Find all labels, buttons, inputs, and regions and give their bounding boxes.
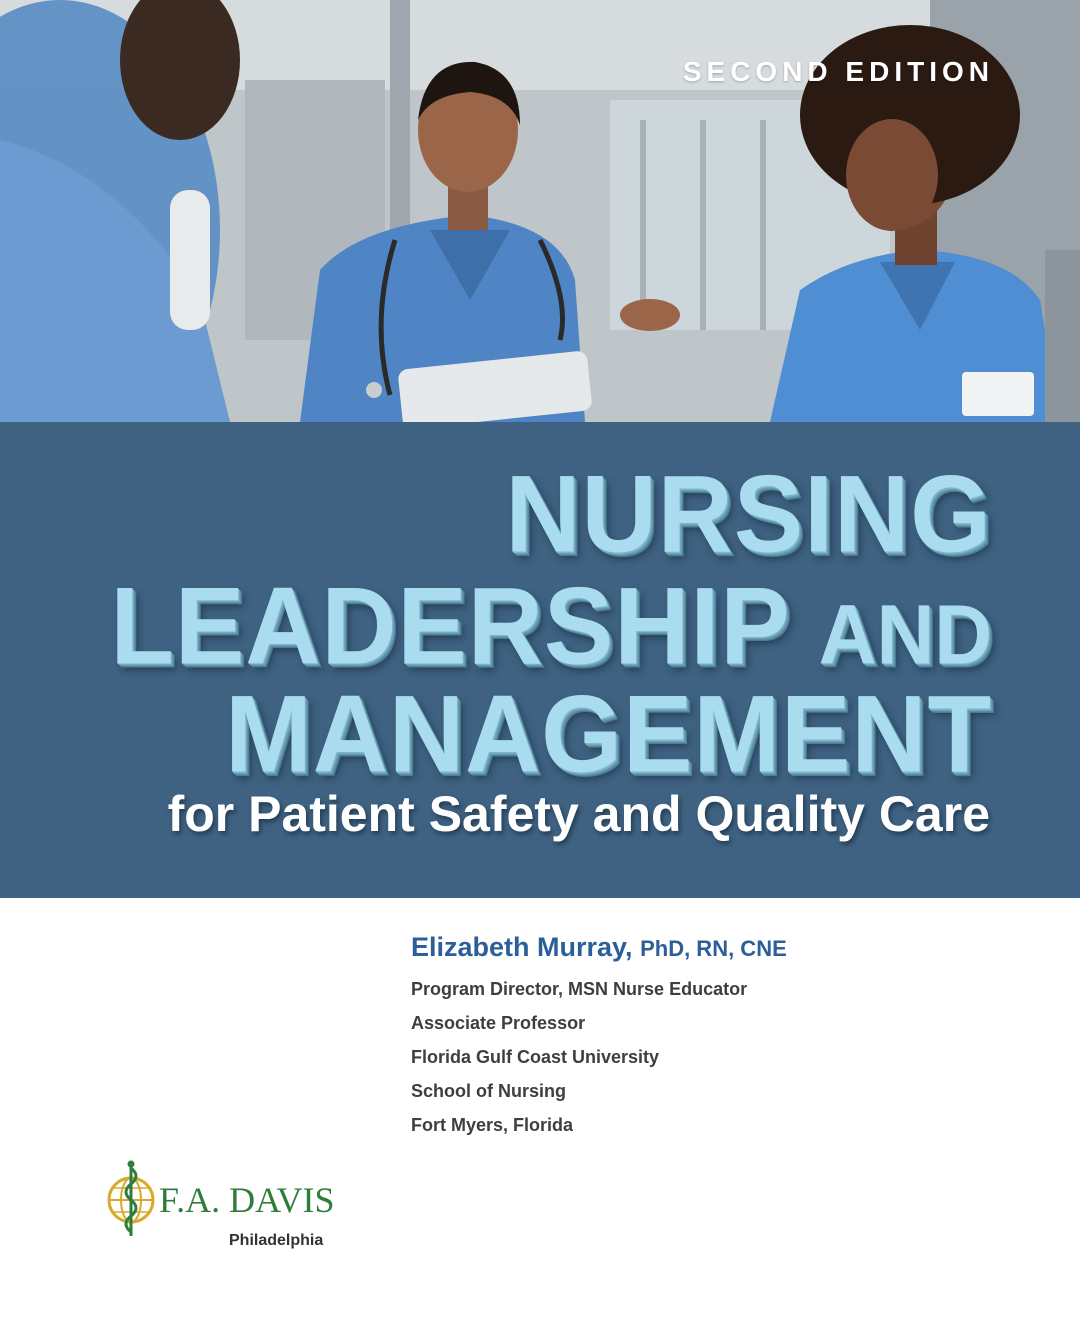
cover-photo xyxy=(0,0,1080,422)
affiliation-line: Florida Gulf Coast University xyxy=(411,1047,660,1067)
author-credentials: PhD, RN, CNE xyxy=(640,936,787,961)
publisher-logo xyxy=(105,1158,345,1254)
author-block xyxy=(411,930,787,1142)
author-name-text: Elizabeth Murray, xyxy=(411,932,633,962)
title-word-leadership: LEADERSHIP xyxy=(110,565,789,688)
affiliation-line: School of Nursing xyxy=(411,1081,566,1101)
author-name xyxy=(411,930,787,966)
title-line-3: MANAGEMENT xyxy=(225,674,992,796)
author-affiliations xyxy=(411,972,787,1142)
affiliation-line: Associate Professor xyxy=(411,1013,586,1033)
title-band xyxy=(0,422,1080,898)
publisher-city: Philadelphia xyxy=(229,1232,324,1249)
subtitle: for Patient Safety and Quality Care xyxy=(167,786,990,842)
publisher-name: F.A. DAVIS xyxy=(159,1180,335,1220)
affiliation-line: Program Director, MSN Nurse Educator xyxy=(411,979,748,999)
caduceus-globe-icon xyxy=(105,1158,161,1240)
edition-label: SECOND EDITION xyxy=(682,56,994,87)
title-word-and: AND xyxy=(818,587,992,682)
title-line-1: NURSING xyxy=(505,454,992,576)
affiliation-line: Fort Myers, Florida xyxy=(411,1115,574,1135)
